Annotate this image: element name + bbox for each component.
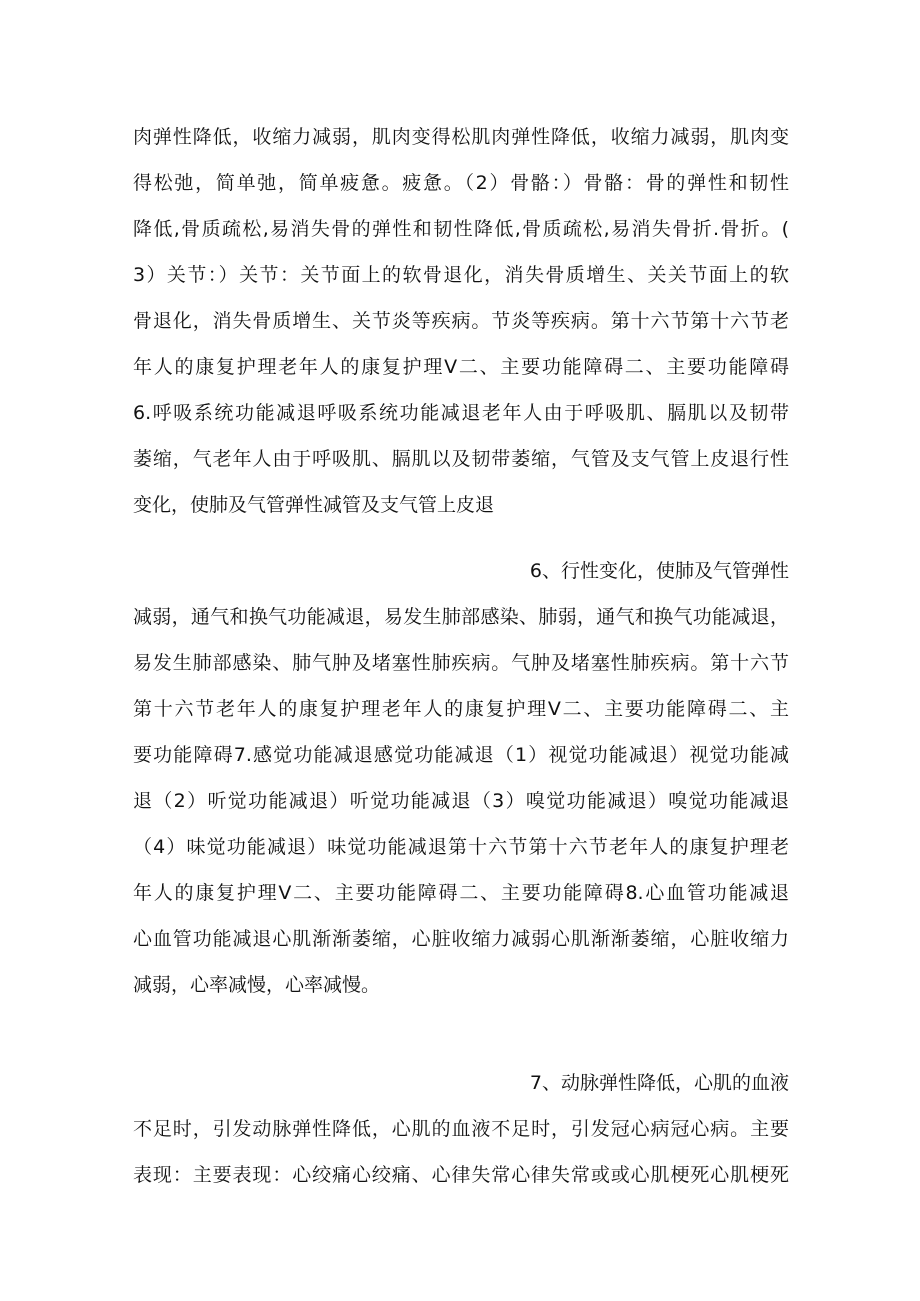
text-line: 退（2）听觉功能减退）听觉功能减退（3）嗅觉功能减退）嗅觉功能减退	[133, 790, 789, 812]
text-line: 心血管功能减退心肌渐渐萎缩，心脏收缩力减弱心肌渐渐萎缩，心脏收缩力	[133, 928, 789, 950]
paragraph-respiratory-sensory-cardiac	[133, 548, 789, 1008]
text-line: 减弱，通气和换气功能减退，易发生肺部感染、肺弱，通气和换气功能减退，	[133, 606, 789, 628]
text-line-section-number: 7、动脉弹性降低，心肌的血液	[529, 1072, 789, 1094]
text-line: 表现：主要表现：心绞痛心绞痛、心律失常心律失常或或心肌梗死心肌梗死	[133, 1164, 789, 1186]
text-line: 萎缩，气老年人由于呼吸肌、膈肌以及韧带萎缩，气管及支气管上皮退行性	[133, 448, 789, 470]
text-line: 年人的康复护理老年人的康复护理V二、主要功能障碍二、主要功能障碍	[133, 356, 789, 378]
text-line: 第十六节老年人的康复护理老年人的康复护理V二、主要功能障碍二、主	[133, 698, 789, 720]
text-line: 6.呼吸系统功能减退呼吸系统功能减退老年人由于呼吸肌、膈肌以及韧带	[133, 402, 789, 424]
text-line: 肉弹性降低，收缩力减弱，肌肉变得松肌肉弹性降低，收缩力减弱，肌肉变	[133, 126, 789, 148]
text-line: 骨退化，消失骨质增生、关节炎等疾病。节炎等疾病。第十六节第十六节老	[133, 310, 789, 332]
text-line: 年人的康复护理V二、主要功能障碍二、主要功能障碍8.心血管功能减退	[133, 882, 789, 904]
text-line: 减弱，心率减慢，心率减慢。	[133, 974, 381, 996]
text-line: 不足时，引发动脉弹性降低，心肌的血液不足时，引发冠心病冠心病。主要	[133, 1118, 789, 1140]
text-line-section-number: 6、行性变化，使肺及气管弹性	[529, 560, 789, 582]
text-line: 得松弛，简单弛，简单疲惫。疲惫。（2）骨骼：）骨骼：骨的弹性和韧性	[133, 172, 789, 194]
paragraph-aging-muscles-bones-respiratory	[133, 114, 789, 528]
text-line: 变化，使肺及气管弹性减管及支气管上皮退	[133, 494, 495, 516]
text-line: 易发生肺部感染、肺气肿及堵塞性肺疾病。气肿及堵塞性肺疾病。第十六节	[133, 652, 789, 674]
text-line: 降低,骨质疏松,易消失骨的弹性和韧性降低,骨质疏松,易消失骨折.骨折。(	[133, 218, 789, 240]
text-line: 3）关节：）关节：关节面上的软骨退化，消失骨质增生、关关节面上的软	[133, 264, 789, 286]
text-line: （4）味觉功能减退）味觉功能减退第十六节第十六节老年人的康复护理老	[133, 836, 789, 858]
text-line: 要功能障碍7.感觉功能减退感觉功能减退（1）视觉功能减退）视觉功能减	[133, 744, 789, 766]
paragraph-arterial-elasticity	[133, 1060, 789, 1198]
